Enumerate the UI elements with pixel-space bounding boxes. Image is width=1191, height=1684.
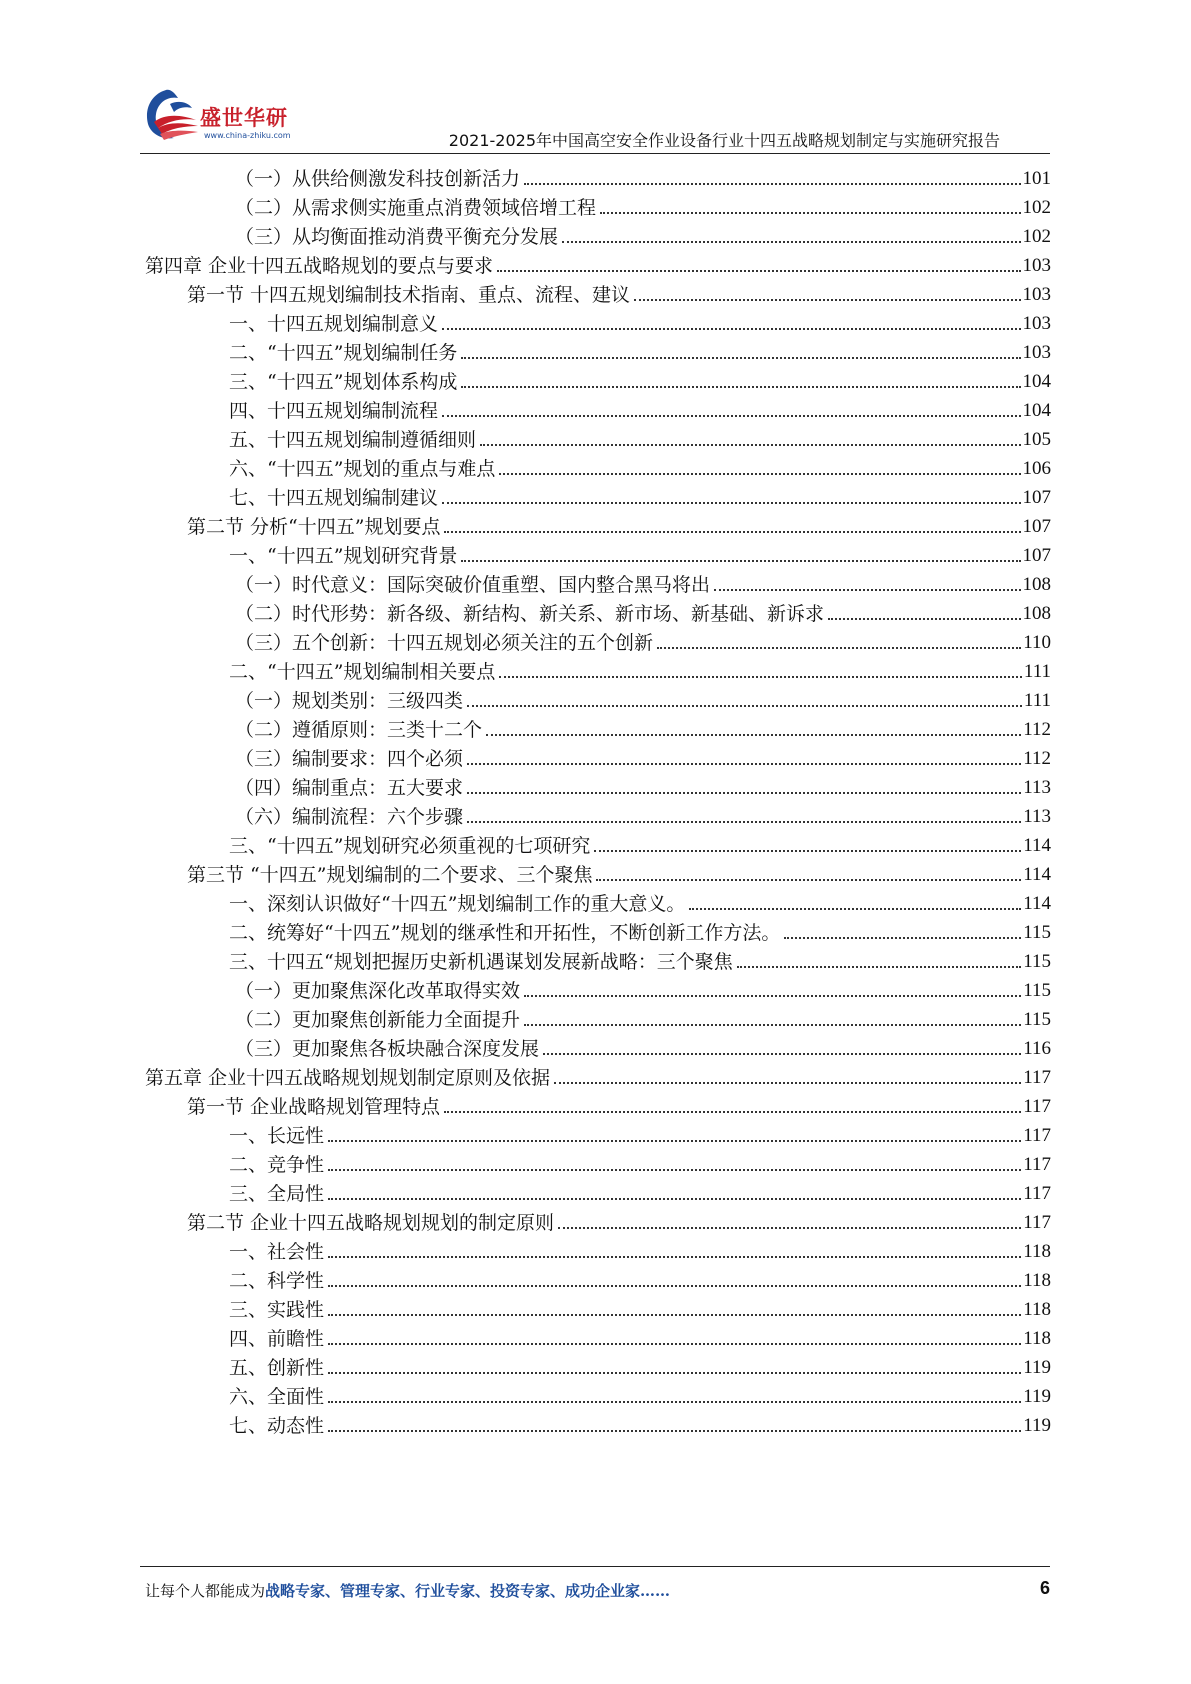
toc-dot-leader [554,1082,1021,1084]
toc-dot-leader [657,647,1021,649]
toc-dot-leader [442,502,1020,504]
toc-entry[interactable] [187,1204,1051,1235]
toc-dot-leader [714,589,1020,591]
toc-dot-leader [499,676,1021,678]
toc-entry-page: 101 [1022,168,1051,190]
toc-dot-leader [328,1430,1021,1432]
toc-entry-title: 一、“十四五”规划研究背景 [229,545,458,568]
page-number: 6 [1039,1578,1050,1598]
toc-dot-leader [328,1169,1021,1171]
toc-entry[interactable] [229,334,1051,365]
toc-dot-leader [461,386,1020,388]
toc-entry[interactable] [229,421,1051,452]
toc-dot-leader [467,821,1021,823]
toc-entry-page: 102 [1022,226,1051,248]
toc-entry-page: 118 [1023,1270,1051,1292]
toc-dot-leader [499,473,1020,475]
toc-dot-leader [328,1256,1021,1258]
toc-entry-page: 115 [1023,951,1051,973]
toc-entry-page: 111 [1023,690,1051,712]
toc-entry-page: 103 [1022,313,1051,335]
footer-divider [140,1566,1050,1567]
toc-entry[interactable] [229,1291,1051,1322]
toc-entry-title: 七、动态性 [229,1415,325,1438]
toc-entry[interactable] [235,740,1051,771]
footer-slogan-roles: 战略专家、管理专家、行业专家、投资专家、成功企业家…… [265,1582,671,1600]
toc-dot-leader [562,241,1020,243]
toc-entry-title: 四、十四五规划编制流程 [229,400,439,423]
toc-entry-title: 七、十四五规划编制建议 [229,487,439,510]
toc-entry[interactable] [229,885,1051,916]
toc-entry[interactable] [235,1030,1051,1061]
toc-entry-page: 118 [1023,1299,1051,1321]
toc-entry-page: 105 [1022,429,1051,451]
toc-entry[interactable] [235,189,1051,220]
toc-entry[interactable] [187,856,1051,887]
toc-entry-title: （六）编制流程：六个步骤 [235,806,464,829]
toc-entry-page: 117 [1023,1096,1051,1118]
toc-dot-leader [328,1372,1021,1374]
toc-entry-title: 第二节 企业十四五战略规划规划的制定原则 [187,1212,555,1235]
toc-entry-title: 二、“十四五”规划编制相关要点 [229,661,496,684]
toc-entry[interactable] [229,1233,1051,1264]
toc-entry[interactable] [229,450,1051,481]
toc-dot-leader [524,1024,1021,1026]
toc-entry-page: 119 [1023,1357,1051,1379]
toc-entry-page: 115 [1023,980,1051,1002]
toc-entry[interactable] [229,392,1051,423]
toc-dot-leader [784,937,1021,939]
toc-dot-leader [543,1053,1021,1055]
toc-entry[interactable] [145,1059,1051,1090]
toc-entry[interactable] [235,566,1051,597]
toc-entry-title: （二）从需求侧实施重点消费领域倍增工程 [235,197,597,220]
toc-entry[interactable] [187,276,1051,307]
toc-entry-page: 108 [1022,603,1051,625]
toc-dot-leader [594,850,1021,852]
toc-entry[interactable] [229,537,1051,568]
toc-entry-title: （三）从均衡面推动消费平衡充分发展 [235,226,559,249]
toc-entry-page: 113 [1023,806,1051,828]
toc-entry-page: 114 [1023,893,1051,915]
toc-entry-page: 106 [1022,458,1051,480]
toc-entry[interactable] [235,1001,1051,1032]
toc-entry-page: 114 [1023,835,1051,857]
page-header [0,0,1191,160]
toc-entry-title: 三、实践性 [229,1299,325,1322]
toc-entry-title: 三、“十四五”规划研究必须重视的七项研究 [229,835,591,858]
toc-dot-leader [828,618,1020,620]
toc-entry-page: 115 [1023,1009,1051,1031]
toc-dot-leader [486,734,1021,736]
toc-entry-page: 112 [1023,748,1051,770]
toc-entry-page: 103 [1022,255,1051,277]
toc-entry-title: 一、十四五规划编制意义 [229,313,439,336]
toc-entry-title: 一、长远性 [229,1125,325,1148]
toc-entry-title: 三、“十四五”规划体系构成 [229,371,458,394]
report-title: 2021-2025年中国高空安全作业设备行业十四五战略规划制定与实施研究报告 [448,131,1000,150]
toc-entry-title: （三）五个创新：十四五规划必须关注的五个创新 [235,632,654,655]
toc-dot-leader [524,183,1020,185]
toc-entry[interactable] [235,160,1051,191]
toc-entry-title: 第二节 分析“十四五”规划要点 [187,516,441,539]
toc-entry-title: （一）规划类别：三级四类 [235,690,464,713]
toc-entry-title: 第一节 企业战略规划管理特点 [187,1096,441,1119]
toc-dot-leader [328,1343,1021,1345]
toc-entry-title: 第一节 十四五规划编制技术指南、重点、流程、建议 [187,284,631,307]
logo-emblem-icon [140,82,204,148]
toc-entry-page: 103 [1022,342,1051,364]
toc-entry-title: （三）更加聚焦各板块融合深度发展 [235,1038,540,1061]
toc-dot-leader [442,415,1020,417]
toc-entry-title: （一）时代意义：国际突破价值重塑、国内整合黑马将出 [235,574,711,597]
toc-entry[interactable] [235,711,1051,742]
toc-entry[interactable] [145,247,1051,278]
toc-dot-leader [444,1111,1021,1113]
toc-entry-title: （一）从供给侧激发科技创新活力 [235,168,521,191]
toc-entry[interactable] [235,624,1051,655]
footer-slogan-prefix: 让每个人都能成为 [145,1582,266,1600]
toc-entry-title: （二）遵循原则：三类十二个 [235,719,483,742]
toc-entry-page: 119 [1023,1415,1051,1437]
toc-dot-leader [328,1401,1021,1403]
toc-entry-title: 一、深刻认识做好“十四五”规划编制工作的重大意义。 [229,893,686,916]
toc-entry-title: （二）更加聚焦创新能力全面提升 [235,1009,521,1032]
toc-dot-leader [600,212,1020,214]
toc-entry-page: 107 [1022,487,1051,509]
toc-entry[interactable] [235,769,1051,800]
toc-entry-page: 117 [1023,1125,1051,1147]
toc-entry-page: 111 [1023,661,1051,683]
toc-entry-page: 117 [1023,1212,1051,1234]
toc-entry-page: 102 [1022,197,1051,219]
toc-entry-page: 113 [1023,777,1051,799]
toc-entry-page: 103 [1022,284,1051,306]
toc-entry[interactable] [235,218,1051,249]
toc-dot-leader [461,560,1020,562]
toc-entry-title: 六、“十四五”规划的重点与难点 [229,458,496,481]
toc-entry-title: （一）更加聚焦深化改革取得实效 [235,980,521,1003]
toc-entry[interactable] [235,972,1051,1003]
toc-entry-page: 117 [1023,1067,1051,1089]
toc-entry-title: 一、社会性 [229,1241,325,1264]
toc-entry[interactable] [229,305,1051,336]
toc-dot-leader [444,531,1020,533]
toc-entry-page: 110 [1023,632,1051,654]
toc-entry-title: （三）编制要求：四个必须 [235,748,464,771]
toc-dot-leader [596,879,1021,881]
toc-entry-title: （二）时代形势：新各级、新结构、新关系、新市场、新基础、新诉求 [235,603,825,626]
toc-entry[interactable] [229,1146,1051,1177]
toc-entry-page: 104 [1022,400,1051,422]
logo-brand-name: 盛世华研 [200,106,288,130]
toc-entry[interactable] [229,1349,1051,1380]
company-logo [140,82,320,148]
toc-entry[interactable] [229,914,1051,945]
toc-entry[interactable] [229,1262,1051,1293]
toc-dot-leader [634,299,1020,301]
toc-dot-leader [497,270,1020,272]
toc-entry-page: 117 [1023,1183,1051,1205]
toc-entry-page: 119 [1023,1386,1051,1408]
toc-entry-page: 108 [1022,574,1051,596]
toc-entry-page: 115 [1023,922,1051,944]
toc-dot-leader [467,792,1021,794]
toc-dot-leader [480,444,1020,446]
toc-entry[interactable] [235,798,1051,829]
toc-dot-leader [328,1198,1021,1200]
toc-entry[interactable] [235,682,1051,713]
toc-entry[interactable] [235,595,1051,626]
toc-entry-title: 六、全面性 [229,1386,325,1409]
toc-entry-title: 二、统筹好“十四五”规划的继承性和开拓性，不断创新工作方法。 [229,922,781,945]
toc-entry[interactable] [229,1407,1051,1438]
toc-entry[interactable] [187,1088,1051,1119]
toc-entry-page: 107 [1022,545,1051,567]
toc-dot-leader [467,705,1022,707]
toc-entry-title: 五、创新性 [229,1357,325,1380]
toc-dot-leader [328,1285,1021,1287]
toc-entry-page: 118 [1023,1328,1051,1350]
toc-entry-page: 107 [1022,516,1051,538]
toc-entry-title: 二、竞争性 [229,1154,325,1177]
toc-entry[interactable] [229,1175,1051,1206]
toc-entry-title: 四、前瞻性 [229,1328,325,1351]
toc-entry-page: 116 [1023,1038,1051,1060]
toc-entry[interactable] [187,508,1051,539]
toc-entry[interactable] [229,943,1051,974]
toc-dot-leader [524,995,1021,997]
toc-entry-page: 114 [1023,864,1051,886]
toc-dot-leader [328,1314,1021,1316]
toc-entry-title: 二、“十四五”规划编制任务 [229,342,458,365]
toc-entry-title: 三、十四五“规划把握历史新机遇谋划发展新战略：三个聚焦 [229,951,733,974]
toc-entry[interactable] [229,1117,1051,1148]
toc-entry-title: （四）编制重点：五大要求 [235,777,464,800]
toc-entry-page: 117 [1023,1154,1051,1176]
footer-slogan [145,1580,670,1601]
toc-dot-leader [328,1140,1021,1142]
toc-entry[interactable] [229,1378,1051,1409]
toc-entry[interactable] [229,1320,1051,1351]
toc-dot-leader [558,1227,1021,1229]
toc-entry[interactable] [229,653,1051,684]
toc-dot-leader [689,908,1021,910]
header-divider [140,153,1050,154]
toc-dot-leader [737,966,1021,968]
toc-entry-title: 三、全局性 [229,1183,325,1206]
logo-website: www.china-zhiku.com [204,131,291,140]
toc-entry-page: 104 [1022,371,1051,393]
toc-entry-title: 二、科学性 [229,1270,325,1293]
toc-entry[interactable] [229,363,1051,394]
toc-entry-title: 五、十四五规划编制遵循细则 [229,429,477,452]
toc-dot-leader [461,357,1020,359]
toc-entry-page: 118 [1023,1241,1051,1263]
toc-entry[interactable] [229,827,1051,858]
toc-dot-leader [442,328,1020,330]
toc-entry-title: 第五章 企业十四五战略规划规划制定原则及依据 [145,1067,551,1090]
toc-entry-title: 第四章 企业十四五战略规划的要点与要求 [145,255,494,278]
toc-entry-title: 第三节 “十四五”规划编制的二个要求、三个聚焦 [187,864,593,887]
toc-dot-leader [467,763,1021,765]
toc-entry[interactable] [229,479,1051,510]
toc-entry-page: 112 [1023,719,1051,741]
